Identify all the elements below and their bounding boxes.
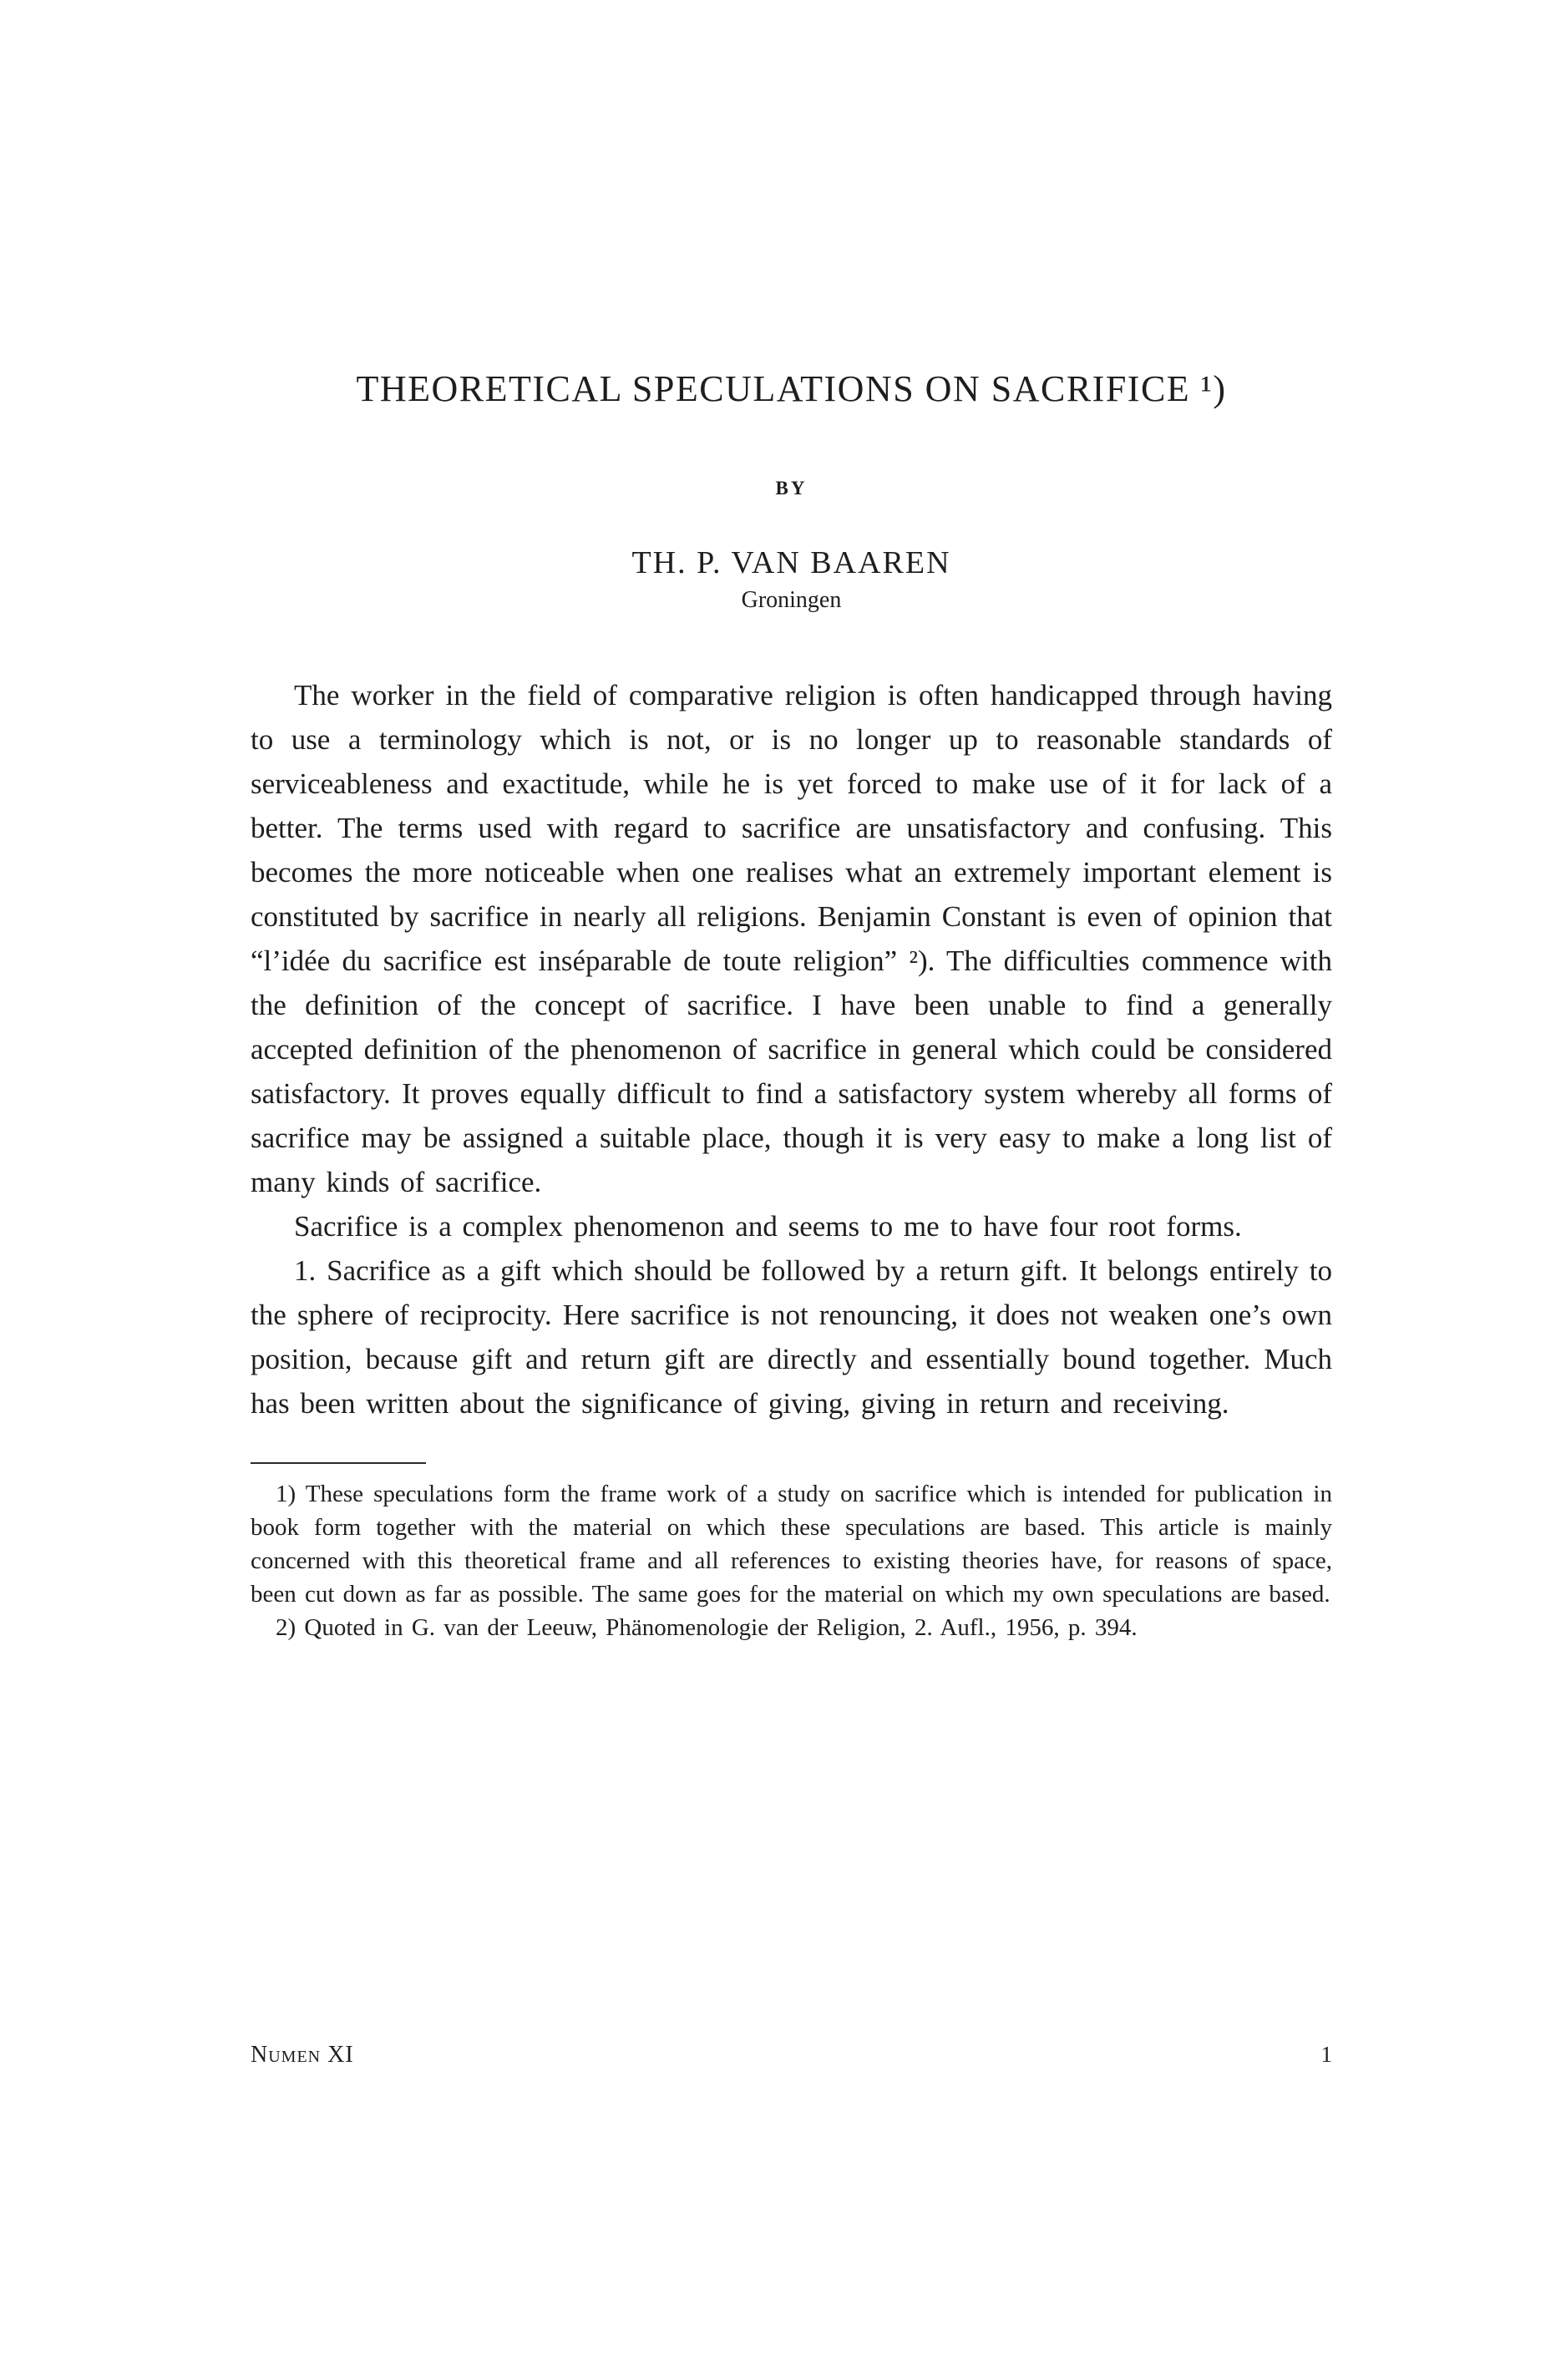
by-label: BY bbox=[775, 478, 808, 499]
journal-name: Numen XI bbox=[251, 2042, 354, 2068]
body-paragraph-1: The worker in the field of comparative religion is often handicapped through having to use a terminology which is not, or is no longer up to reasonable standards of serviceableness and exactitude, while he is yet forced to make use of it for lack of a better. The terms used with regard to sacrifice are unsatisfactory and confusing. This becomes the more noticeable when one realises what an extremely important element is constituted by sacrifice in nearly all religions. Benjamin Constant is even of opinion that “l’idée du sacrifice est inséparable de toute religion” ²). The difficulties commence with the definition of the concept of sacrifice. I have been unable to find a generally accepted definition of the phenomenon of sacrifice in general which could be considered satisfactory. It proves equally difficult to find a satisfactory system whereby all forms of sacrifice may be assigned a suitable place, though it is very easy to make a long list of many kinds of sacrifice. bbox=[251, 679, 1332, 1198]
body-paragraph-3: 1. Sacrifice as a gift which should be followed by a return gift. It belongs entirely to the sphere of reciprocity. Here sacrifice is not renouncing, it does not weaken one’s own position, because gift and return gift are directly and essentially bound together. Much has been written about the significance of giving, giving in return and receiving. bbox=[251, 1254, 1332, 1420]
page-footer bbox=[251, 2042, 1332, 2069]
page-number: 1 bbox=[1320, 2042, 1332, 2067]
footnote-divider bbox=[251, 1462, 426, 1464]
body-paragraph-2: Sacrifice is a complex phenomenon and seems to me to have four root forms. bbox=[294, 1210, 1242, 1243]
article-body bbox=[251, 673, 1332, 1425]
author-name: TH. P. VAN BAAREN bbox=[631, 545, 951, 580]
page-content bbox=[251, 367, 1332, 1644]
footnote-1: 1) These speculations form the frame work of a study on sacrifice which is intended for publication in book form together with the material on which these speculations are based. This article is mainly concerned with this theoretical frame and all references to existing theories have, for reasons of space, been cut down as far as possible. The same goes for the material on which my own speculations are based. bbox=[251, 1481, 1332, 1608]
footnote-2: 2) Quoted in G. van der Leeuw, Phänomenologie der Religion, 2. Aufl., 1956, p. 394. bbox=[276, 1614, 1138, 1641]
author-affiliation: Groningen bbox=[741, 587, 842, 613]
article-title: THEORETICAL SPECULATIONS ON SACRIFICE ¹) bbox=[356, 368, 1227, 409]
footnotes-section bbox=[251, 1477, 1332, 1644]
